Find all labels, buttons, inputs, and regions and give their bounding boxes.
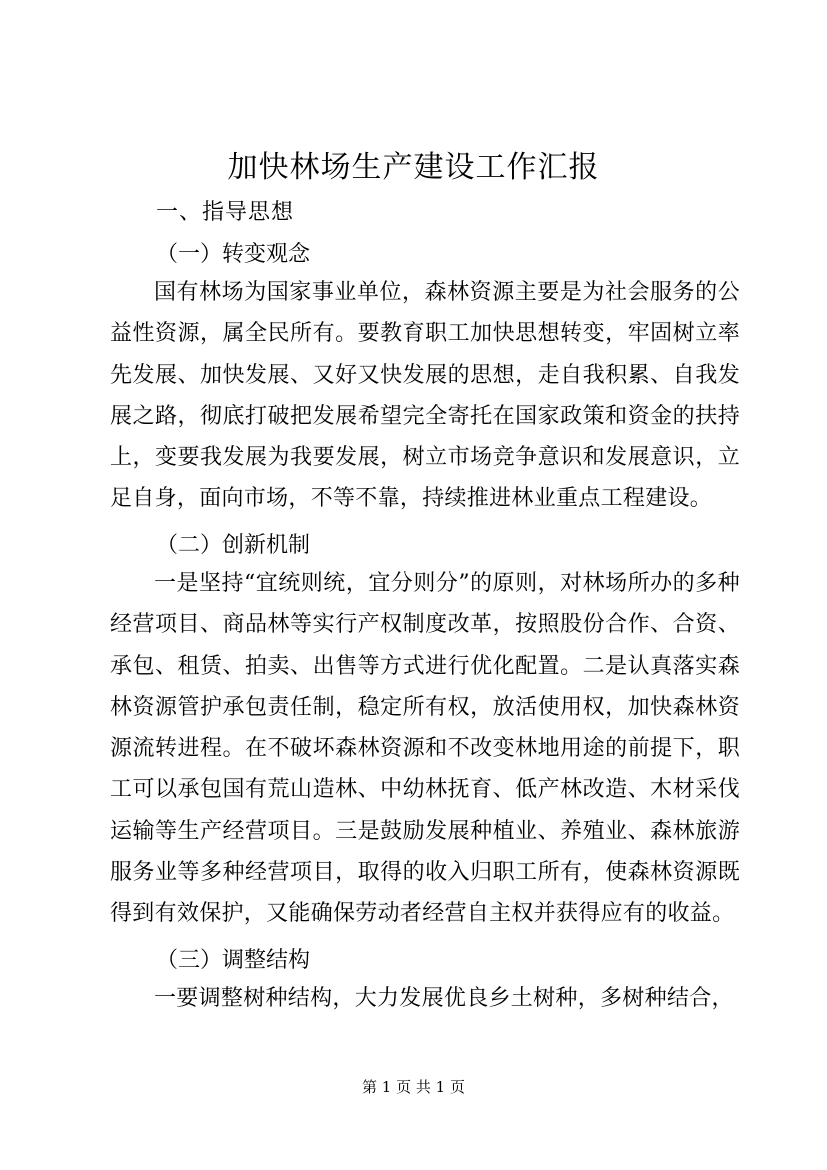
subheading-change-concepts: （一）转变观念 (156, 242, 311, 267)
paragraph-adjust-structure: 一要调整树种结构，大力发展优良乡土树种，多树种结合， (154, 986, 734, 1011)
paragraph-innovate-mechanism: 一是坚持“宜统则统，宜分则分”的原则，对林场所办的多种经营项目、商品林等实行产权制度改革，按照股份合作、合资、承包、租赁、拍卖、出售等方式进行优化配置。二是认真落实森林资源管护承包责任制，稳定所有权，放活使用权，加快森林资源流转进程。在不破坏森林资源和不改变林地用途的前提下，职工可以承包国有荒山造林、中幼林抚育、低产林改造、木材采伐运输等生产经营项目。三是鼓励发展种植业、养殖业、森林旅游服务业等多种经营项目，取得的收入归职工所有，使森林资源既得到有效保护，又能确保劳动者经营自主权并获得应有的收益。 (110, 571, 740, 927)
page-footer: 第 1 页 共 1 页 (362, 1078, 465, 1096)
paragraph-change-concepts: 国有林场为国家事业单位，森林资源主要是为社会服务的公益性资源，属全民所有。要教育职工加快思想转变，牢固树立率先发展、加快发展、又好又快发展的思想，走自我积累、自我发展之路，彻底打破把发展希望完全寄托在国家政策和资金的扶持上，变要我发展为我要发展，树立市场竞争意识和发展意识，立足自身，面向市场，不等不靠，持续推进林业重点工程建设。 (110, 280, 740, 512)
document-title: 加快林场生产建设工作汇报 (227, 150, 600, 185)
section-heading-guiding-ideology: 一、指导思想 (156, 200, 295, 225)
subheading-innovate-mechanism: （二）创新机制 (156, 533, 311, 558)
subheading-adjust-structure: （三）调整结构 (156, 948, 311, 973)
